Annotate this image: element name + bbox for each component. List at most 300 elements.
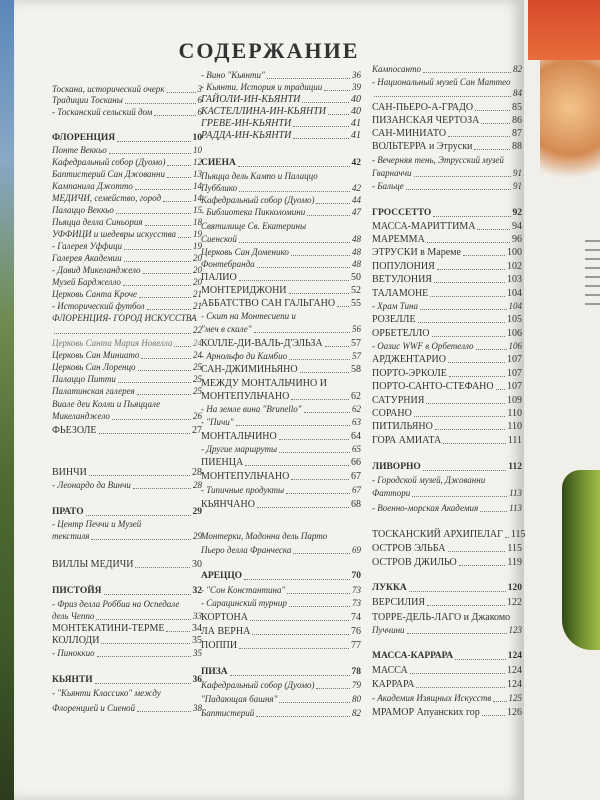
toc-entry-title: - Вечерняя тень, Этрусский музей: [372, 155, 504, 165]
toc-entry-title: Тоскана, исторический очерк: [52, 84, 165, 94]
toc-entry-title: Палатинская галерея: [52, 386, 135, 396]
toc-entry: [372, 354, 522, 365]
toc-entry-title: - Другие маршруты: [201, 444, 278, 454]
toc-entry: [201, 667, 361, 678]
toc-entry: [201, 259, 361, 270]
toc-entry: [52, 635, 202, 646]
toc-entry: [372, 381, 522, 392]
toc-entry-title: - Исторический футбол: [52, 301, 145, 311]
toc-entry: [201, 571, 361, 582]
toc-entry-page: 103: [507, 274, 522, 285]
toc-leader-dots: [124, 261, 191, 262]
toc-entry-title: Пубблико: [201, 183, 238, 193]
toc-entry-page: 56: [352, 324, 361, 334]
toc-entry-page: 120: [507, 583, 522, 593]
toc-entry-title: Виале деи Колли и Пьяццале: [52, 399, 161, 409]
toc-entry-page: 85: [512, 102, 522, 113]
toc-leader-dots: [435, 429, 505, 430]
toc-entry-title: Кампанила Джотто: [52, 181, 133, 191]
toc-entry: [201, 471, 361, 482]
toc-entry-page: 20: [193, 253, 202, 263]
toc-entry: [201, 444, 361, 455]
toc-leader-dots: [374, 96, 511, 97]
toc-entry-title: Церковь Сан Лоренцо: [52, 362, 136, 372]
toc-entry-title: КОЛЛОДИ: [52, 635, 100, 646]
toc-entry-page: 6: [197, 107, 202, 117]
toc-entry: [201, 234, 361, 245]
toc-entry-page: 84: [513, 88, 522, 98]
toc-entry: [52, 688, 202, 699]
toc-entry-page: 24: [193, 338, 202, 348]
toc-entry-title: ГАЙОЛИ-ИН-КЬЯНТИ: [201, 94, 301, 105]
toc-entry-title: КОЛЛЕ-ДИ-ВАЛЬ-Д'ЭЛЬЗА: [201, 338, 323, 349]
toc-entry-page: 35: [193, 648, 202, 658]
toc-leader-dots: [167, 177, 191, 178]
toc-leader-dots: [293, 138, 349, 139]
toc-entry: [201, 351, 361, 362]
toc-entry: [52, 675, 202, 686]
toc-entry-page: 36: [192, 675, 202, 685]
toc-leader-dots: [433, 216, 510, 217]
toc-entry: [372, 274, 522, 285]
toc-leader-dots: [474, 149, 510, 150]
toc-leader-dots: [448, 551, 506, 552]
toc-entry-page: 77: [351, 640, 361, 651]
toc-entry: [201, 364, 361, 375]
toc-entry: [372, 341, 522, 352]
toc-leader-dots: [104, 594, 191, 595]
toc-entry: [372, 707, 522, 718]
toc-leader-dots: [455, 659, 506, 660]
toc-entry-title: - Арнольфо ди Камбио: [201, 351, 288, 361]
toc-leader-dots: [147, 309, 191, 310]
toc-entry: [52, 350, 202, 361]
toc-entry: [52, 519, 202, 530]
toc-leader-dots: [89, 475, 190, 476]
toc-leader-dots: [493, 701, 506, 702]
toc-entry-page: 24: [193, 350, 202, 360]
toc-entry-page: 13: [193, 169, 202, 179]
toc-leader-dots: [448, 362, 505, 363]
toc-entry-title: - Национальный музей Сан Маттео: [372, 77, 511, 87]
toc-entry: [201, 195, 361, 206]
toc-entry-title: ПИЗА: [201, 667, 228, 677]
toc-leader-dots: [124, 249, 191, 250]
toc-entry-title: Монтерки, Мадонна дель Парто: [201, 531, 328, 541]
toc-entry-title: МОНТЕКАТИНИ-ТЕРМЕ: [52, 623, 165, 634]
toc-entry-page: 123: [508, 625, 522, 635]
toc-leader-dots: [293, 553, 350, 554]
toc-entry-page: 25: [193, 374, 202, 384]
toc-entry-title: УФФИЦИ и шедевры искусства: [52, 229, 177, 239]
toc-entry-page: 67: [351, 471, 361, 482]
toc-entry: [52, 425, 202, 436]
toc-entry-page: 78: [351, 667, 361, 677]
toc-entry-title: ВИНЧИ: [52, 467, 87, 478]
toc-entry: [52, 648, 202, 659]
toc-entry-title: - Леонардо да Винчи: [52, 480, 131, 490]
toc-entry-title: РОЗЕЛЛЕ: [372, 314, 416, 325]
toc-entry-title: - Галерея Уффици: [52, 241, 123, 251]
toc-entry-title: - Тосканский сельский дом: [52, 107, 153, 117]
toc-entry: [372, 435, 522, 446]
toc-leader-dots: [448, 136, 510, 137]
toc-entry-title: Пьеро делла Франческа: [201, 545, 292, 555]
toc-leader-dots: [316, 688, 350, 689]
toc-leader-dots: [133, 488, 191, 489]
toc-entry-page: 42: [352, 183, 361, 193]
toc-entry-page: 25: [193, 362, 202, 372]
toc-entry-title: Кафедральный собор (Дуомо): [201, 195, 315, 205]
toc-entry-page: 38: [193, 703, 202, 713]
toc-leader-dots: [166, 631, 190, 632]
toc-entry-title: КАСТЕЛЛИНА-ИН-КЬЯНТИ: [201, 106, 327, 117]
toc-entry: [52, 193, 202, 204]
toc-entry-page: 25: [193, 386, 202, 396]
toc-leader-dots: [91, 539, 191, 540]
toc-leader-dots: [112, 419, 191, 420]
toc-entry-title: - Вино "Кьянти": [201, 70, 265, 80]
toc-entry-title: Галерея Академии: [52, 253, 122, 263]
toc-entry-title: ФЛОРЕНЦИЯ: [52, 133, 116, 143]
toc-entry: [372, 288, 522, 299]
toc-entry-title: "Падающая башня": [201, 694, 278, 704]
toc-leader-dots: [154, 115, 195, 116]
toc-leader-dots: [463, 255, 505, 256]
toc-entry-title: - Храм Тина: [372, 301, 418, 311]
toc-entry-title: ГРОССЕТТО: [372, 208, 432, 218]
toc-entry-title: ВИЛЛЫ МЕДИЧИ: [52, 559, 134, 570]
toc-leader-dots: [101, 643, 190, 644]
toc-leader-dots: [250, 620, 349, 621]
toc-entry-page: 113: [509, 503, 522, 513]
toc-entry-title: АББАТСТВО САН ГАЛЬГАНО: [201, 298, 336, 309]
toc-entry: [201, 311, 361, 322]
toc-entry-title: МОНТЕРИДЖОНИ: [201, 285, 287, 296]
facing-page-red-image: [528, 0, 600, 60]
toc-leader-dots: [135, 567, 190, 568]
toc-entry-title: ПИТИЛЬЯНО: [372, 421, 433, 432]
toc-entry-page: 20: [193, 265, 202, 275]
toc-leader-dots: [54, 333, 191, 334]
toc-entry-title: МРАМОР Апуанских гор: [372, 707, 480, 718]
toc-leader-dots: [287, 593, 350, 594]
toc-leader-dots: [475, 110, 510, 111]
toc-entry-page: 15: [193, 205, 202, 215]
toc-leader-dots: [412, 496, 507, 497]
toc-entry: [201, 626, 361, 637]
toc-entry-page: 33: [193, 611, 202, 621]
toc-entry-title: Традиции Тосканы: [52, 95, 123, 105]
toc-entry-title: ПИЗАНСКАЯ ЧЕРТОЗА: [372, 115, 480, 126]
toc-leader-dots: [414, 176, 511, 177]
toc-entry-page: 68: [351, 499, 361, 510]
toc-entry-page: 80: [352, 694, 361, 704]
toc-entry: [372, 234, 522, 245]
toc-entry-page: 48: [352, 247, 361, 257]
toc-entry-page: 28: [193, 480, 202, 490]
toc-entry-title: КЬЯНТИ: [52, 675, 93, 685]
toc-entry: [52, 133, 202, 144]
toc-entry: [52, 480, 202, 491]
toc-entry: [201, 158, 361, 169]
toc-entry-title: САН-ПЬЕРО-А-ГРАДО: [372, 102, 474, 113]
toc-leader-dots: [289, 606, 350, 607]
toc-entry: [52, 559, 202, 570]
toc-leader-dots: [239, 242, 350, 243]
toc-entry: [52, 181, 202, 192]
toc-entry-page: 21: [193, 301, 202, 311]
toc-leader-dots: [496, 389, 505, 390]
toc-entry: [201, 391, 361, 402]
toc-entry-page: 35: [192, 635, 202, 646]
toc-entry: [201, 585, 361, 596]
toc-entry-title: ПОРТО-САНТО-СТЕФАНО: [372, 381, 494, 392]
toc-leader-dots: [137, 394, 191, 395]
toc-entry: [372, 168, 522, 179]
toc-entry: [201, 612, 361, 623]
toc-entry-title: ВЕТУЛОНИЯ: [372, 274, 432, 285]
toc-leader-dots: [434, 282, 505, 283]
toc-entry: [201, 640, 361, 651]
toc-entry-title: ТОРРЕ-ДЕЛЬ-ЛАГО и Джакомо: [372, 612, 511, 623]
toc-entry-page: 41: [351, 118, 361, 129]
toc-entry: [372, 77, 522, 88]
toc-leader-dots: [406, 189, 511, 190]
toc-entry: [372, 597, 522, 608]
toc-entry-page: 10: [192, 133, 202, 143]
toc-entry-page: 64: [351, 431, 361, 442]
toc-entry-title: АРЕЦЦО: [201, 571, 243, 581]
toc-entry: [201, 694, 361, 705]
toc-leader-dots: [145, 225, 191, 226]
toc-entry-title: - Центр Печчи и Музей: [52, 519, 142, 529]
toc-entry-title: СИЕНА: [201, 158, 236, 168]
toc-leader-dots: [257, 507, 349, 508]
toc-entry-title: ЭТРУСКИ в Мареме: [372, 247, 461, 258]
toc-entry-page: 10: [193, 145, 202, 155]
toc-entry-title: МАССА: [372, 665, 408, 676]
toc-entry: [372, 328, 522, 339]
toc-leader-dots: [257, 267, 350, 268]
toc-entry-page: 91: [513, 181, 522, 191]
toc-entry: [52, 229, 202, 240]
toc-entry-page: 67: [352, 485, 361, 495]
toc-entry: [201, 417, 361, 428]
toc-leader-dots: [178, 237, 191, 238]
toc-entry-page: 106: [508, 341, 522, 351]
toc-leader-dots: [325, 346, 349, 347]
toc-leader-dots: [167, 92, 196, 93]
toc-leader-dots: [449, 376, 505, 377]
toc-entry-page: 112: [508, 462, 522, 472]
toc-entry-page: 41: [351, 130, 361, 141]
toc-entry: [52, 411, 202, 422]
toc-entry-title: ЛА ВЕРНА: [201, 626, 251, 637]
toc-entry: [372, 181, 522, 192]
toc-entry-page: 19: [193, 229, 202, 239]
toc-entry: [372, 102, 522, 113]
toc-entry-page: 65: [352, 444, 361, 454]
toc-leader-dots: [410, 673, 505, 674]
toc-leader-dots: [256, 716, 350, 717]
toc-entry-page: 29: [192, 507, 202, 517]
toc-entry-page: 48: [352, 234, 361, 244]
toc-leader-dots: [328, 114, 349, 115]
toc-entry: [372, 475, 522, 486]
toc-leader-dots: [423, 72, 511, 73]
toc-leader-dots: [236, 425, 350, 426]
toc-entry-title: - Сарацинский турнир: [201, 598, 287, 608]
toc-entry: [372, 314, 522, 325]
toc-entry-page: 58: [351, 364, 361, 375]
toc-entry-page: 18: [193, 217, 202, 227]
toc-entry: [372, 88, 522, 99]
contents-page: [14, 0, 524, 800]
toc-leader-dots: [135, 189, 191, 190]
toc-entry-page: 40: [351, 106, 361, 117]
toc-leader-dots: [427, 605, 505, 606]
toc-entry-page: 94: [512, 221, 522, 232]
toc-leader-dots: [163, 201, 191, 202]
toc-leader-dots: [481, 123, 510, 124]
toc-leader-dots: [123, 285, 191, 286]
toc-entry-title: - "Пичи": [201, 417, 234, 427]
toc-leader-dots: [437, 269, 505, 270]
toc-leader-dots: [167, 165, 191, 166]
toc-entry-title: Гварначчи: [372, 168, 412, 178]
toc-entry-page: 107: [507, 354, 522, 365]
toc-entry-page: 86: [512, 115, 522, 126]
toc-leader-dots: [141, 358, 191, 359]
toc-entry: [372, 368, 522, 379]
toc-entry: [52, 325, 202, 336]
toc-entry: [201, 207, 361, 218]
toc-entry-page: 66: [351, 457, 361, 468]
toc-entry: [52, 253, 202, 264]
toc-entry-title: - На земле вина "Brunello": [201, 404, 302, 414]
toc-entry: [372, 625, 522, 636]
toc-entry: [201, 324, 361, 335]
toc-entry: [52, 84, 202, 95]
page-title: СОДЕРЖАНИЕ: [178, 38, 360, 63]
toc-entry: [52, 467, 202, 478]
toc-entry-title: дель Чеппо: [52, 611, 95, 621]
toc-leader-dots: [414, 416, 506, 417]
toc-entry: [52, 217, 202, 228]
toc-entry: [201, 82, 361, 93]
toc-entry-page: 82: [352, 708, 361, 718]
toc-entry-page: 109: [507, 395, 522, 406]
toc-entry-title: МЕДИЧИ, семейство, город: [52, 193, 162, 203]
toc-entry-page: 107: [507, 381, 522, 392]
toc-entry-page: 6: [197, 95, 202, 105]
toc-leader-dots: [477, 229, 510, 230]
toc-entry: [201, 531, 361, 542]
toc-leader-dots: [239, 648, 349, 649]
toc-entry: [52, 338, 202, 349]
toc-entry: [372, 421, 522, 432]
toc-entry: [201, 221, 361, 232]
toc-entry-title: ВОЛЬТЕРРА и Этруски: [372, 141, 473, 152]
toc-entry: [201, 272, 361, 283]
toc-entry-title: СОРАНО: [372, 408, 412, 419]
toc-entry-page: 14: [193, 193, 202, 203]
toc-entry-page: 20: [193, 277, 202, 287]
toc-entry-page: 69: [352, 545, 361, 555]
toc-entry: [52, 586, 202, 597]
toc-entry: [372, 208, 522, 219]
toc-leader-dots: [432, 336, 505, 337]
toc-entry-page: 50: [351, 272, 361, 283]
toc-entry-title: МОНТАЛЬЧИНО: [201, 431, 277, 442]
toc-entry: [201, 171, 361, 182]
toc-entry-title: - Давид Микеланджело: [52, 265, 141, 275]
toc-leader-dots: [307, 215, 350, 216]
landscape-photo-edge: [0, 0, 14, 800]
toc-entry-title: Кафедральный собор (Дуомо): [52, 157, 166, 167]
toc-entry: [201, 499, 361, 510]
toc-entry-title: МОНТЕПУЛЬЧАНО: [201, 391, 290, 402]
toc-entry-title: Кампосанто: [372, 64, 421, 74]
toc-entry: [372, 247, 522, 258]
toc-entry-title: ЛИВОРНО: [372, 462, 421, 472]
toc-entry-title: - Типичные продукты: [201, 485, 285, 495]
toc-entry-page: 26: [193, 411, 202, 421]
toc-leader-dots: [418, 322, 505, 323]
toc-entry-page: 14: [193, 181, 202, 191]
toc-entry: [372, 583, 522, 594]
toc-entry-page: 115: [507, 543, 522, 554]
toc-entry-title: ОСТРОВ ЭЛЬБА: [372, 543, 446, 554]
toc-leader-dots: [409, 591, 506, 592]
toc-entry: [372, 462, 522, 473]
toc-leader-dots: [174, 346, 191, 347]
toc-entry-page: 34: [192, 623, 202, 634]
toc-entry-page: 115: [510, 529, 526, 540]
toc-entry-title: Церковь Санта Мария Новелла: [52, 338, 173, 348]
toc-entry: [201, 106, 361, 117]
toc-entry-title: ТОСКАНСКИЙ АРХИПЕЛАГ: [372, 529, 503, 540]
toc-leader-dots: [239, 191, 350, 192]
toc-entry: [372, 503, 522, 514]
toc-entry-title: Кафедральный собор (Дуомо): [201, 680, 315, 690]
toc-leader-dots: [337, 306, 349, 307]
toc-entry-title: КЬЯНЧАНО: [201, 499, 255, 510]
toc-entry-page: 3: [197, 84, 202, 94]
toc-entry-title: Сиенской: [201, 234, 237, 244]
facing-page-text: [585, 240, 600, 310]
toc-entry-page: 104: [508, 301, 522, 311]
toc-entry: [372, 488, 522, 499]
toc-leader-dots: [279, 702, 350, 703]
toc-entry-title: Фаттори: [372, 488, 411, 498]
toc-entry-title: Святилище Св. Екатерины: [201, 221, 307, 231]
toc-leader-dots: [430, 296, 505, 297]
toc-entry-title: Церковь Сан Доменико: [201, 247, 289, 257]
toc-entry: [201, 338, 361, 349]
toc-entry: [201, 457, 361, 468]
toc-entry: [372, 221, 522, 232]
toc-entry: [52, 386, 202, 397]
toc-entry-title: ОРБЕТЕЛЛО: [372, 328, 430, 339]
toc-entry: [372, 141, 522, 152]
toc-entry-page: 82: [513, 64, 522, 74]
toc-entry-page: 105: [507, 314, 522, 325]
toc-entry-page: 32: [192, 586, 202, 596]
toc-entry-page: 19: [193, 241, 202, 251]
toc-leader-dots: [143, 273, 191, 274]
